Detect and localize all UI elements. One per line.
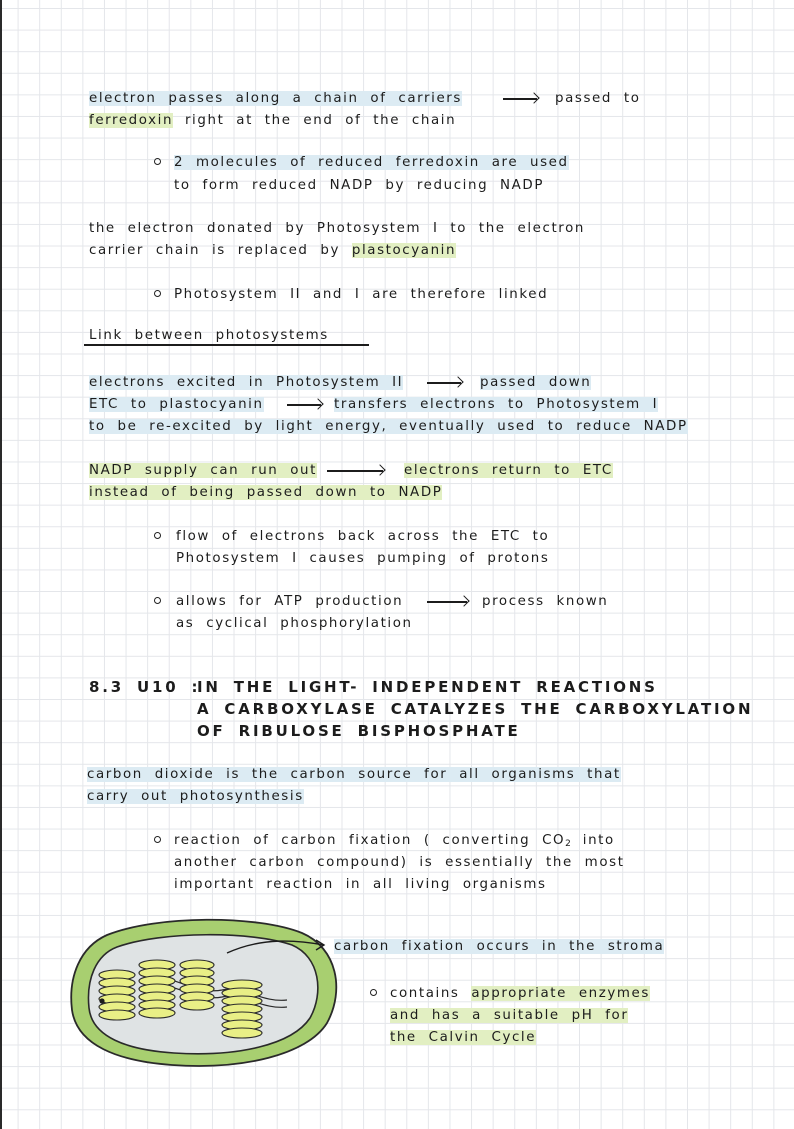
text-line: [334, 395, 658, 415]
text-line: [89, 417, 688, 437]
arrow-icon: [427, 382, 461, 384]
diagram-label: carbon fixation occurs in the stroma: [334, 939, 665, 954]
text-line: process known: [482, 594, 609, 609]
bullet-icon: [154, 836, 161, 843]
highlighted-term: ferredoxin: [89, 113, 174, 128]
section-heading-line: IN THE LIGHT- INDEPENDENT REACTIONS: [197, 678, 658, 696]
text-line: to form reduced NADP by reducing NADP: [174, 178, 544, 193]
text-line: the electron donated by Photosystem I to the electron: [89, 221, 586, 236]
subscript: 2: [565, 839, 571, 849]
text-span: carrier chain is replaced by: [89, 243, 340, 258]
text-line: [89, 395, 264, 415]
highlighted-term: plastocyanin: [351, 243, 457, 258]
text-line: [89, 241, 456, 261]
text-line: [89, 111, 456, 131]
arrow-icon: [327, 470, 383, 472]
text-span: carry out photosynthesis: [87, 789, 304, 804]
highlighted-term: electrons return to ETC: [404, 463, 613, 478]
text-line: allows for ATP production: [176, 594, 404, 609]
text-span: into: [570, 833, 615, 848]
bullet-icon: [154, 532, 161, 539]
arrow-icon: [427, 601, 467, 603]
text-line: passed to: [555, 91, 641, 106]
text-line: [89, 89, 462, 109]
text-line: [334, 937, 664, 957]
highlighted-term: the Calvin Cycle: [390, 1030, 537, 1045]
bullet-icon: [154, 597, 161, 604]
section-number: 8.3 U10 :: [89, 678, 201, 696]
text-line: [89, 483, 442, 503]
text-span: contains: [390, 986, 460, 1001]
subtitle-underline: [84, 344, 369, 346]
text-span: right at the end of the chain: [184, 113, 457, 128]
text-line: as cyclical phosphorylation: [176, 616, 413, 631]
text-line: Photosystem I causes pumping of protons: [176, 551, 550, 566]
section-heading-line: OF RIBULOSE BISPHOSPHATE: [197, 722, 521, 740]
text-line: [87, 765, 621, 785]
bullet-icon: [154, 158, 161, 165]
text-span: carbon dioxide is the carbon source for all organisms that: [87, 767, 621, 782]
text-line: [89, 373, 403, 393]
bullet-icon: [154, 290, 161, 297]
text-span: transfers electrons to Photosystem I: [334, 397, 659, 412]
section-heading-line: A CARBOXYLASE CATALYZES THE CARBOXYLATION: [197, 700, 754, 718]
page-left-border: [0, 0, 2, 1129]
text-line: [404, 461, 613, 481]
highlighted-term: and has a suitable pH for: [390, 1008, 629, 1023]
highlighted-term: appropriate enzymes: [471, 986, 650, 1001]
text-span: electron passes along a chain of carriers: [89, 91, 462, 106]
highlighted-term: instead of being passed down to NADP: [89, 485, 443, 500]
text-line: [89, 461, 317, 481]
text-line: [390, 1006, 628, 1026]
text-line: [390, 984, 650, 1004]
text-line: [174, 153, 569, 173]
text-span: 2 molecules of reduced ferredoxin are used: [174, 155, 569, 170]
text-line: [480, 373, 591, 393]
highlighted-term: NADP supply can run out: [89, 463, 317, 478]
text-line: [87, 787, 304, 807]
text-line: [174, 831, 615, 854]
text-line: [390, 1028, 536, 1048]
arrow-icon: [503, 98, 537, 100]
text-span: reaction of carbon fixation ( converting CO: [174, 833, 566, 848]
text-span: to be re-excited by light energy, eventually used to reduce NADP: [89, 419, 688, 434]
text-line: Photosystem II and I are therefore linked: [174, 287, 549, 302]
section-subtitle: Link between photosystems: [89, 328, 329, 343]
text-span: passed down: [480, 375, 592, 390]
bullet-icon: [370, 989, 377, 996]
text-span: ETC to plastocyanin: [89, 397, 264, 412]
text-span: electrons excited in Photosystem II: [89, 375, 404, 390]
arrow-icon: [287, 404, 321, 406]
text-line: important reaction in all living organisms: [174, 877, 547, 892]
text-line: flow of electrons back across the ETC to: [176, 529, 550, 544]
text-line: another carbon compound) is essentially the most: [174, 855, 625, 870]
chloroplast-illustration: [62, 915, 352, 1075]
